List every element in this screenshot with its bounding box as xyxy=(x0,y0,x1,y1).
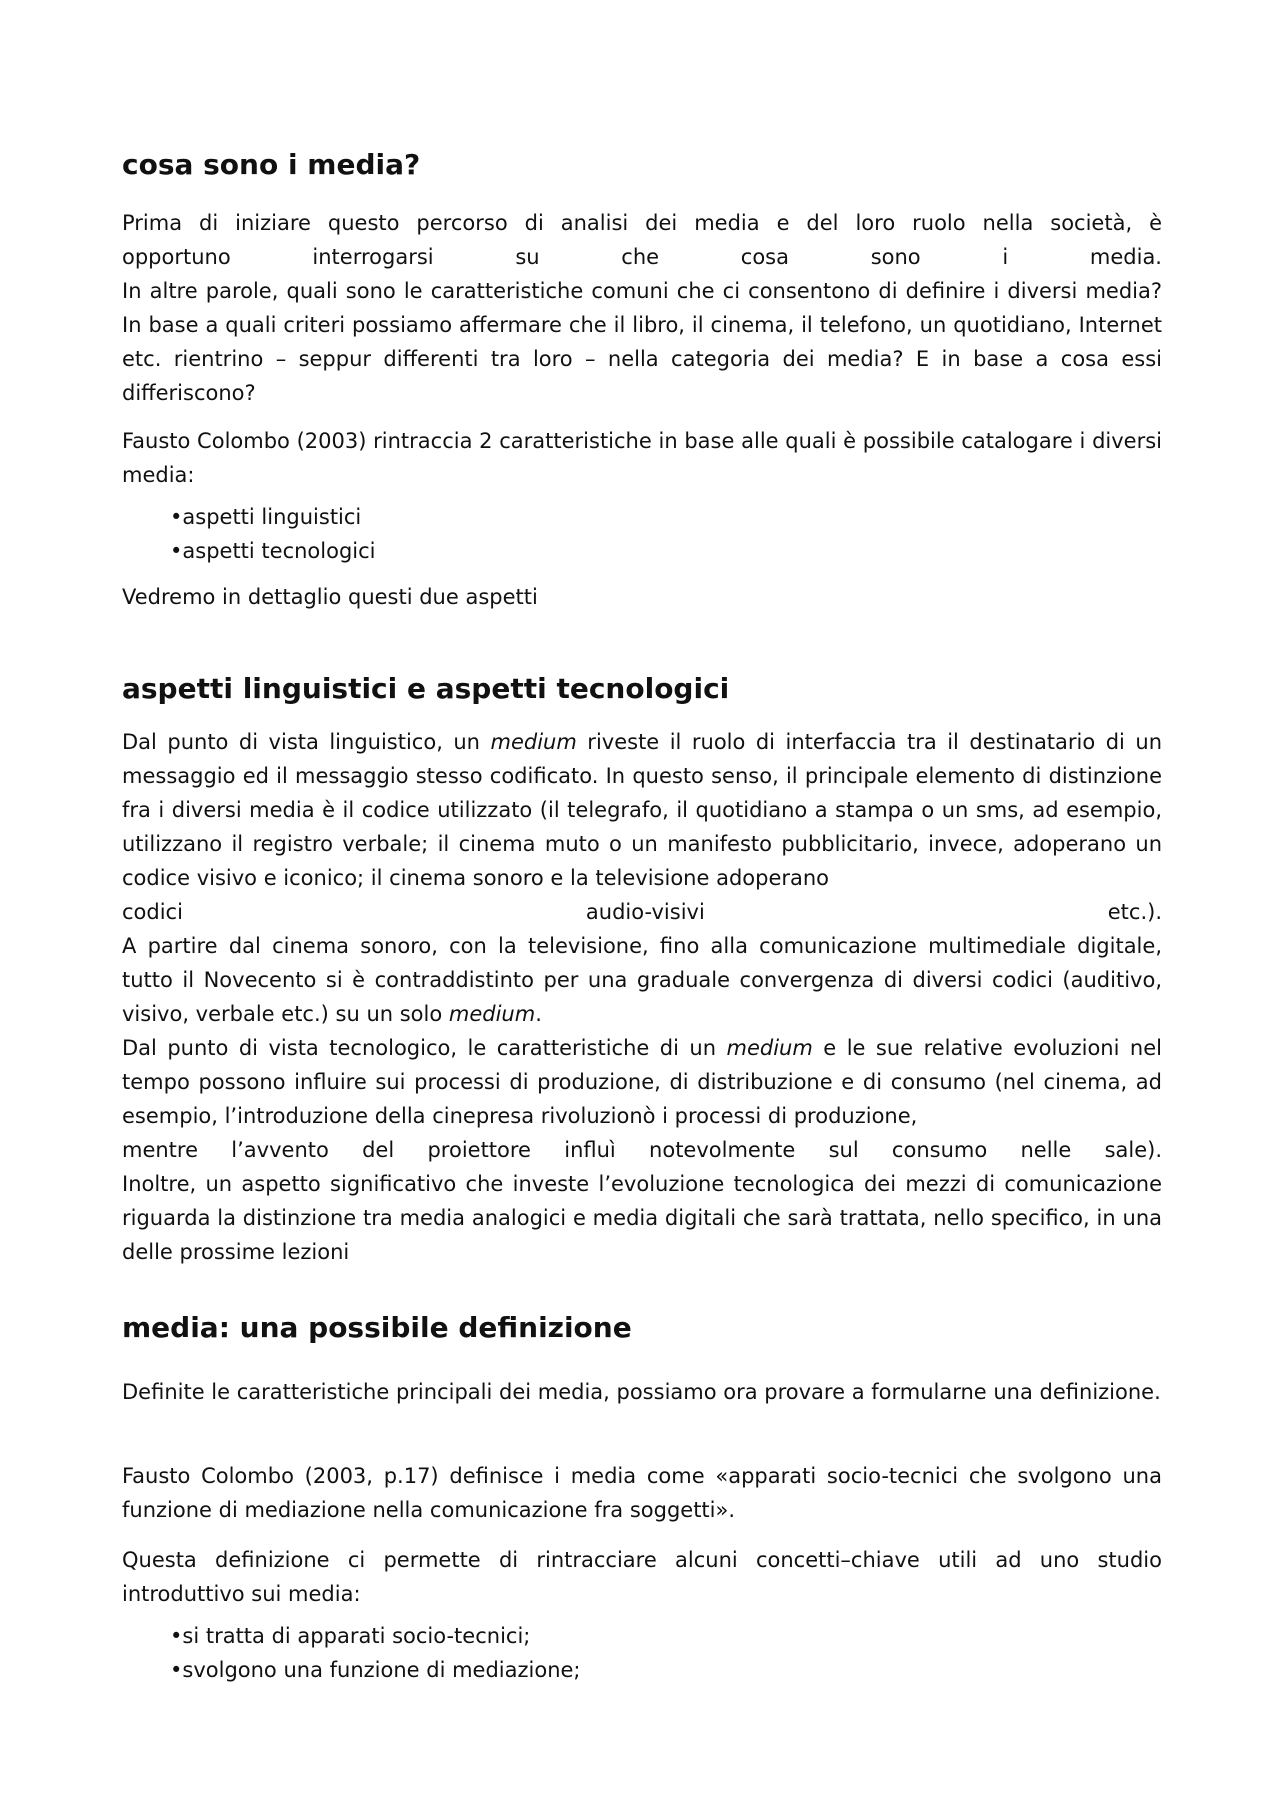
closing-line: Vedremo in dettaglio questi due aspetti xyxy=(122,585,538,609)
linguistic-last-line: codici audio-visivi etc.). xyxy=(122,900,1162,924)
section-title: cosa sono i media? xyxy=(122,148,421,181)
list-item: • svolgono una funzione di mediazione; xyxy=(170,1653,581,1687)
list-item: • aspetti tecnologici xyxy=(170,534,376,568)
medium-term: medium xyxy=(448,1002,536,1026)
definition-intro-paragraph: Definite le caratteristiche principali dei media, possiamo ora provare a formularne una definizione. xyxy=(122,1380,1161,1404)
linguistic-paragraph: Dal punto di vista linguistico, un medium riveste il ruolo di interfaccia tra il destinatario di un messaggio ed il messaggio stesso codificato. In questo senso, il principale elemento di distinzione fra i diversi media è il codice utilizzato (il telegrafo, il quotidiano a stampa o un sms, ad esempio, utilizzano il registro verbale; il cinema muto o un manifesto pubblicitario, invece, adoperano un codice visivo e iconico; il cinema sonoro e la televisione adoperano xyxy=(122,730,1163,890)
section-title: aspetti linguistici e aspetti tecnologici xyxy=(122,672,730,705)
convergence-paragraph: A partire dal cinema sonoro, con la televisione, fino alla comunicazione multimediale digitale, tutto il Novecento si è contraddistinto per una graduale convergenza di diversi codici (auditivo, visivo, verbale etc.) su un solo medium. xyxy=(122,934,1162,1026)
colombo-paragraph: Fausto Colombo (2003) rintraccia 2 caratteristiche in base alle quali è possibile catalogare i diversi media: xyxy=(122,429,1162,487)
aspects-list xyxy=(170,500,376,568)
medium-term: medium xyxy=(490,730,577,754)
list-item: • si tratta di apparati socio-tecnici; xyxy=(170,1619,581,1653)
section-title: media: una possibile definizione xyxy=(122,1311,632,1344)
technological-last-line: mentre l’avvento del proiettore influì notevolmente sul consumo nelle sale). xyxy=(122,1138,1162,1162)
intro-line-2: opportuno interrogarsi su che cosa sono i media. xyxy=(122,245,1162,269)
analog-digital-paragraph: Inoltre, un aspetto significativo che investe l’evoluzione tecnologica dei mezzi di comunicazione riguarda la distinzione tra media analogici e media digitali che sarà trattata, nello specifico, in una delle prossime lezioni xyxy=(122,1172,1162,1264)
key-concepts-paragraph: Questa definizione ci permette di rintracciare alcuni concetti–chiave utili ad uno studio introduttivo sui media: xyxy=(122,1548,1162,1606)
technological-paragraph: Dal punto di vista tecnologico, le caratteristiche di un medium e le sue relative evoluzioni nel tempo possono influire sui processi di produzione, di distribuzione e di consumo (nel cinema, ad esempio, l’introduzione della cinepresa rivoluzionò i processi di produzione, xyxy=(122,1036,1162,1128)
intro-line-1: Prima di iniziare questo percorso di analisi dei media e del loro ruolo nella società, è xyxy=(122,211,1162,235)
intro-paragraph: In altre parole, quali sono le caratteristiche comuni che ci consentono di definire i diversi media? In base a quali criteri possiamo affermare che il libro, il cinema, il telefono, un quotidiano, Internet etc. rientrino – seppur differenti tra loro – nella categoria dei media? E in base a cosa essi differiscono? xyxy=(122,279,1162,405)
list-item: • aspetti linguistici xyxy=(170,500,376,534)
key-concepts-list xyxy=(170,1619,581,1687)
medium-term: medium xyxy=(726,1036,813,1060)
definition-paragraph: Fausto Colombo (2003, p.17) definisce i media come «apparati socio-tecnici che svolgono una funzione di mediazione nella comunicazione fra soggetti». xyxy=(122,1464,1162,1522)
